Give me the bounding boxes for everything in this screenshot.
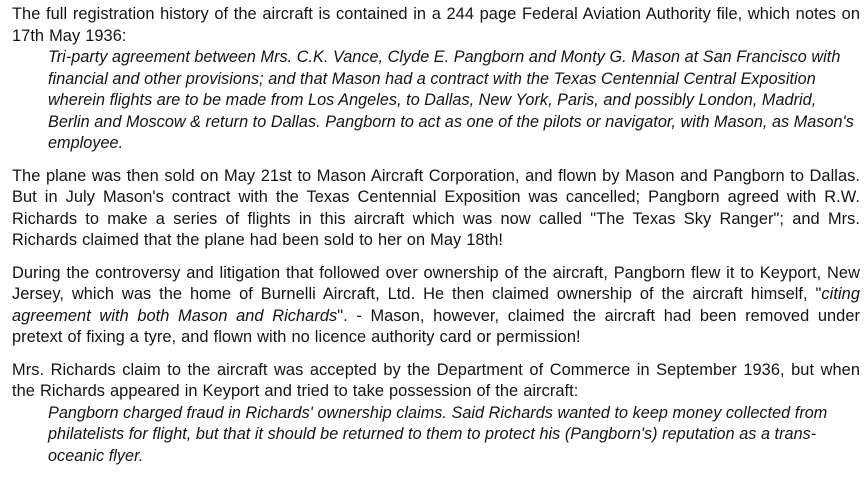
paragraph-italic-citation: citing agreement with both Mason and Richards [12, 285, 860, 325]
paragraph-sale-to-mason [12, 166, 860, 252]
paragraph-text-after: ". - Mason, however, claimed the aircraft had been removed under pretext of fixing a tyre, and flown with no licence authority card or permission! [12, 306, 861, 346]
paragraph-text-before: During the controversy and litigation that followed over ownership of the aircraft, Pangborn flew it to Keyport, New Jersey, which was the home of Burnelli Aircraft, Ltd. He then claimed ownership of the aircraft himself, " [12, 263, 860, 303]
quote-tri-party-agreement [48, 47, 860, 155]
quote-text: Pangborn charged fraud in Richards' ownership claims. Said Richards wanted to keep money collected from philatelists for flight, but that it should be returned to them to protect his (Pangborn's) reputation as a trans-oceanic flyer. [48, 403, 828, 465]
paragraph-richards-claim [12, 360, 860, 403]
quote-pangborn-charge [48, 403, 860, 468]
paragraph-text: The plane was then sold on May 21st to Mason Aircraft Corporation, and flown by Mason and Pangborn to Dallas. But in July Mason's contract with the Texas Centennial Exposition was cancelled; Pangborn agreed with R.W. Richards to make a series of flights in this aircraft which was now called "The Texas Sky Ranger"; and Mrs. Richards claimed that the plane had been sold to her on May 18th! [12, 166, 860, 249]
paragraph-registration-history [12, 4, 860, 47]
paragraph-text: Mrs. Richards claim to the aircraft was accepted by the Department of Commerce in September 1936, but when the Richards appeared in Keyport and tried to take possession of the aircraft: [12, 360, 860, 400]
paragraph-ownership-controversy [12, 263, 860, 349]
quote-text: Tri-party agreement between Mrs. C.K. Vance, Clyde E. Pangborn and Monty G. Mason at San Francisco with financial and other provisions; and that Mason had a contract with the Texas Centennial Central Exposition wherein flights are to be made from Los Angeles, to Dallas, New York, Paris, and possibly London, Madrid, Berlin and Moscow & return to Dallas. Pangborn to act as one of the pilots or navigator, with Mason, as Mason's employee. [48, 48, 854, 152]
paragraph-text: The full registration history of the aircraft is contained in a 244 page Federal Aviation Authority file, which notes on 17th May 1936: [12, 5, 860, 45]
